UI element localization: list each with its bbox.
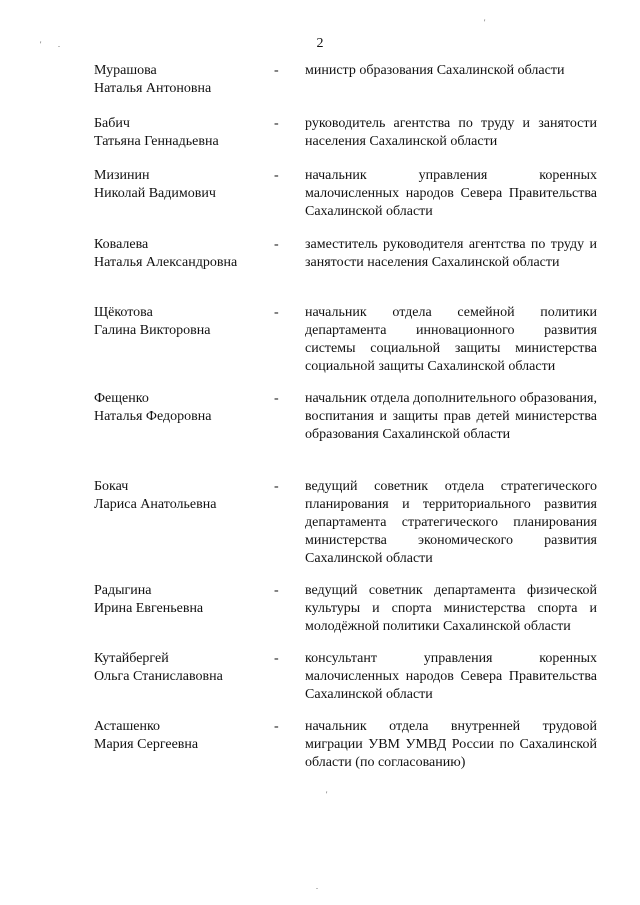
member-surname: Ковалева — [94, 237, 149, 252]
member-surname: Бабич — [94, 116, 130, 131]
dash-separator: - — [274, 479, 279, 494]
member-surname: Щёкотова — [94, 305, 153, 320]
member-given-name: Татьяна Геннадьевна — [94, 134, 219, 149]
member-name — [94, 478, 264, 514]
member-given-name: Наталья Александровна — [94, 255, 238, 270]
member-name — [94, 167, 264, 203]
dash-separator: - — [274, 651, 279, 666]
member-given-name: Ирина Евгеньевна — [94, 601, 204, 616]
member-given-name: Лариса Анатольевна — [94, 497, 217, 512]
member-role: начальник управления коренных малочисленных народов Севера Правительства Сахалинской области — [305, 168, 597, 219]
member-name — [94, 390, 264, 426]
member-role: министр образования Сахалинской области — [305, 63, 565, 78]
member-name — [94, 650, 264, 686]
dash-separator: - — [274, 168, 279, 183]
member-given-name: Ольга Станиславовна — [94, 669, 223, 684]
member-name — [94, 582, 264, 618]
member-role: ведущий советник департамента физической культуры и спорта министерства спорта и молодёжной политики Сахалинской области — [305, 583, 597, 634]
member-surname: Асташенко — [94, 719, 161, 734]
member-surname: Бокач — [94, 479, 129, 494]
member-role: начальник отдела семейной политики департамента инновационного развития системы социальной защиты министерства социальной защиты Сахалинской области — [305, 305, 597, 374]
member-name — [94, 236, 264, 272]
dash-separator: - — [274, 116, 279, 131]
member-given-name: Наталья Антоновна — [94, 81, 212, 96]
member-surname: Радыгина — [94, 583, 152, 598]
member-surname: Мизинин — [94, 168, 150, 183]
member-role: ведущий советник отдела стратегического планирования и территориального развития департамента стратегического планирования министерства экономического развития Сахалинской области — [305, 479, 597, 566]
page-number: 2 — [316, 36, 324, 51]
member-name — [94, 304, 264, 340]
dash-separator: - — [274, 719, 279, 734]
member-role: заместитель руководителя агентства по труду и занятости населения Сахалинской области — [305, 237, 597, 270]
member-surname: Кутайбергей — [94, 651, 169, 666]
member-name — [94, 115, 264, 151]
dash-separator: - — [274, 305, 279, 320]
dash-separator: - — [274, 391, 279, 406]
member-surname: Фещенко — [94, 391, 149, 406]
member-name — [94, 62, 264, 98]
member-role: начальник отдела внутренней трудовой миграции УВМ УМВД России по Сахалинской области (по согласованию) — [305, 719, 597, 770]
member-role: консультант управления коренных малочисленных народов Севера Правительства Сахалинской области — [305, 651, 597, 702]
member-role: начальник отдела дополнительного образования, воспитания и защиты прав детей министерства образования Сахалинской области — [305, 391, 597, 442]
member-given-name: Наталья Федоровна — [94, 409, 212, 424]
dash-separator: - — [274, 583, 279, 598]
dash-separator: - — [274, 63, 279, 78]
member-name — [94, 718, 264, 754]
member-given-name: Мария Сергеевна — [94, 737, 199, 752]
member-given-name: Николай Вадимович — [94, 186, 216, 201]
member-surname: Мурашова — [94, 63, 157, 78]
member-given-name: Галина Викторовна — [94, 323, 211, 338]
dash-separator: - — [274, 237, 279, 252]
member-role: руководитель агентства по труду и занятости населения Сахалинской области — [305, 116, 597, 149]
